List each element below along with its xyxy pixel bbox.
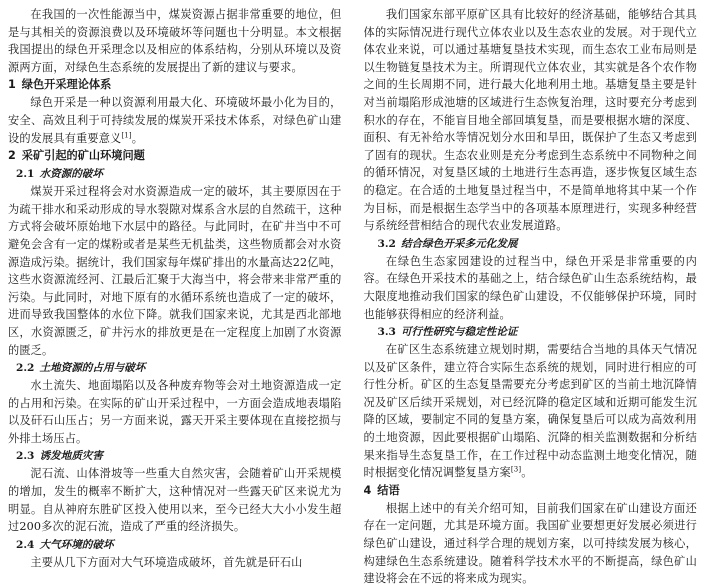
section-4-heading (364, 482, 698, 500)
subsection-2-3-paragraph: 泥石流、山体滑坡等一些重大自然灾害，会随着矿山开采规模的增加，发生的概率不断扩大，这种情况对一些露天矿区来说尤为明显。自从神府东胜矿区投入使用以来，至今已经大大小小发生超过200多次的泥石流，造成了严重的经济损失。 (8, 467, 342, 534)
section-number: 2 (8, 149, 16, 163)
subsection-title: 可行性研究与稳定性论证 (400, 326, 518, 339)
subsection-2-4-heading (16, 536, 342, 554)
section-4-paragraph: 根据上述中的有关介绍可知，目前我们国家在矿山建设方面还存在一定问题，尤其是环境方面。我国矿业要想更好发展必须进行绿色矿山建设，通过科学合理的规划方案，以可持续发展为核心，构建绿色生态系统建设。随着科学技术水平的不断提高，绿色矿山建设将会在不远的将来成为现实。 (363, 501, 697, 586)
subsection-title: 大气环境的破坏 (39, 538, 114, 551)
section-1-heading (8, 76, 342, 94)
subsection-number: 2.1 (16, 168, 35, 181)
section-title: 结语 (377, 483, 400, 497)
right-column (363, 6, 698, 586)
subsection-2-2-paragraph: 水土流失、地面塌陷以及各种废弃物等会对土地资源造成一定的占用和污染。在实际的矿山开采过程中，一方面会造成地表塌陷以及矸石山压占；另一方面来说，露天开采主要体现在直接挖损与外排土场压占。 (8, 379, 342, 445)
paragraph-end: 。 (131, 131, 144, 145)
subsection-3-3-paragraph (364, 341, 698, 482)
citation-ref: [3] (510, 465, 522, 474)
subsection-2-3-heading (16, 447, 342, 465)
section-1-paragraph (8, 94, 342, 147)
section-title: 采矿引起的矿山环境问题 (21, 149, 145, 163)
subsection-3-3-heading (378, 323, 698, 341)
subsection-title: 土地资源的占用与破坏 (39, 362, 146, 375)
subsection-number: 3.3 (377, 326, 396, 339)
left-column (8, 6, 342, 569)
subsection-number: 2.3 (16, 450, 35, 463)
subsection-3-2-heading (378, 235, 698, 253)
paragraph-text: 绿色开采是一种以资源利用最大化、环境破坏最小化为目的，安全、高效且利于可持续发展的煤炭开采技术体系，对绿色矿山建设的发展具有重要意义 (8, 96, 342, 145)
section-number: 1 (8, 78, 16, 92)
intro-paragraph: 在我国的一次性能源当中，煤炭资源占据非常重要的地位，但是与其相关的资源浪费以及环境破坏等问题也十分明显。本文根据我国提出的绿色开采理念以及相应的体系结构，分别从环境以及资源两方面，对绿色生态系统的发展提出了新的建议与要求。 (8, 8, 342, 74)
subsection-number: 3.2 (377, 237, 396, 250)
subsection-title: 诱发地质灾害 (39, 450, 103, 463)
subsection-2-2-heading (16, 359, 342, 377)
continued-paragraph: 我们国家东部平原矿区具有比较好的经济基础，能够结合其具体的实际情况进行现代立体农业以及生态农业的发展。对于现代立体农业来说，可以通过基塘复垦技术实现，而生态农工业布局则是以生物链复垦技术为主。所谓现代立体农业，其实就是各个农作物之间的生长周期不同，进行最大化地利用土地。基塘复垦主要是针对当前塌陷形成池塘的区域进行生态恢复治理，这时要充分考虑到积水的存在，不能盲目地全部回填复垦，而是要根据水塘的深度、面积、有无补给水等情况划分水田和旱田，既保护了生态又考虑到了固有的现状。生态农业则是充分考虑到生态系统中不同物种之间的循环情况，对复垦区域的土地进行生态再造，逐步恢复区域生态的稳定。在合适的土地复垦过程当中，不是简单地将其中某一个作为目标，而是根据生态学当中的各项基本原理进行，实现多种经营与系统经营相结合的现代农业发展道路。 (363, 8, 697, 233)
subsection-number: 2.2 (16, 362, 35, 375)
section-number: 4 (363, 483, 372, 497)
paragraph-end: 。 (521, 466, 533, 480)
citation-ref: [1] (121, 130, 132, 139)
subsection-title: 结合绿色开采多元化发展 (400, 237, 518, 250)
subsection-2-1-paragraph: 煤炭开采过程将会对水资源造成一定的破坏，其主要原因在于为疏干排水和采动形成的导水裂隙对煤系含水层的自然疏干，这种方式将会破坏原始地下水层中的路径。与此同时，在矿井当中不可避免会含有一定的煤粉或者是某些无机盐类，这些物质都会对水资源造成污染。据统计，我们国家每年煤矿排出的水量高达22亿吨，这些水资源流经河、江最后汇聚于大海当中，将会带来非常严重的污染。与此同时，对地下原有的水循环系统也造成了一定的破坏，进而导致我国整体的水位下降。就我们国家来说，尤其是西北部地区，水资源匮乏，矿井污水的排放更是在一定程度上加剧了水资源的匮乏。 (8, 185, 342, 357)
subsection-2-1-heading (16, 165, 342, 183)
subsection-number: 2.4 (16, 538, 35, 551)
subsection-2-4-paragraph: 主要从几下方面对大气环境造成破坏，首先就是矸石山 (30, 555, 303, 569)
paragraph-text: 在矿区生态系统建立规划时期，需要结合当地的具体天气情况以及矿区条件，建立符合实际生态系统的规划，同时进行相应的可行性分析。矿区的生态复垦需要充分考虑到矿区的当前土地沉降情况及矿区后续开采规划，对已经沉降的稳定区域和近期可能发生沉降的区域，要制定不同的复垦方案，确保复垦后可以成为高效利用的土地资源，因此要根据矿山塌陷、沉降的相关监测数据和分析结果来指导生态复垦工作，在工作过程中动态监测土地变化情况，随时根据变化情况调整复垦方案 (363, 343, 697, 480)
subsection-3-2-paragraph: 在绿色生态家园建设的过程当中，绿色开采是非常重要的内容。在绿色开采技术的基础之上，结合绿色矿山生态系统结构，最大限度地推动我们国家的绿色矿山建设，不仅能够保护环境，同时也能够获得相应的经济利益。 (363, 254, 697, 321)
section-title: 绿色开采理论体系 (21, 78, 112, 92)
section-2-heading (8, 147, 342, 165)
subsection-title: 水资源的破坏 (39, 168, 103, 181)
